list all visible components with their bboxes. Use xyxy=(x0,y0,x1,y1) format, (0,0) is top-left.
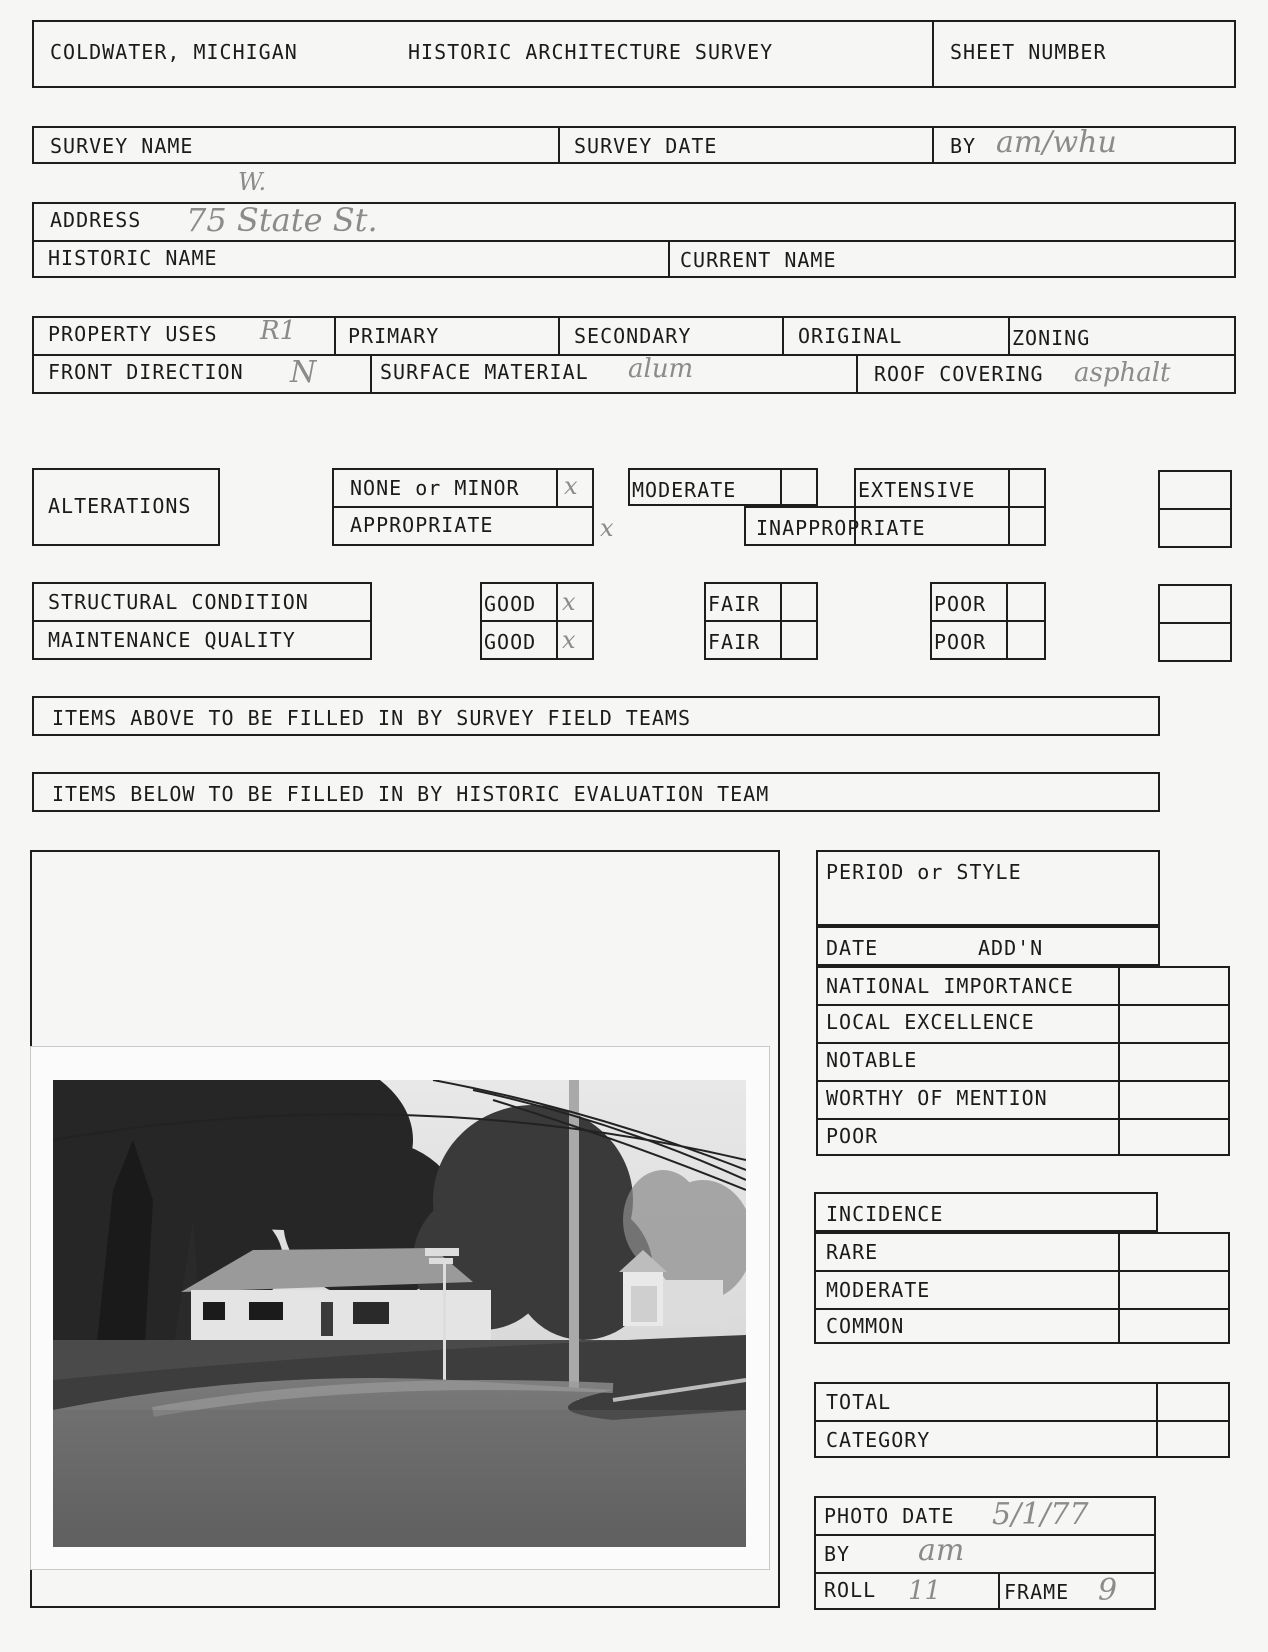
property-divider-1 xyxy=(334,316,336,354)
secondary-label: SECONDARY xyxy=(574,324,692,348)
fair-divider xyxy=(704,620,818,622)
condition-label-divider xyxy=(32,620,372,622)
property-divider-4 xyxy=(1008,316,1010,354)
none-minor-label: NONE or MINOR xyxy=(350,476,520,500)
address-value: 75 State St. xyxy=(186,201,378,239)
maintenance-good-mark: x xyxy=(562,626,576,654)
incidence-score-divider xyxy=(1118,1232,1120,1344)
moderate-alt-check-divider xyxy=(780,468,782,506)
inappropriate-bottom xyxy=(744,544,856,546)
front-direction-value: N xyxy=(290,355,317,390)
photo-card xyxy=(30,1046,770,1570)
property-uses-label: PROPERTY USES xyxy=(48,322,218,346)
header-city: COLDWATER, MICHIGAN xyxy=(50,40,298,64)
extensive-alt-divider xyxy=(744,506,1046,508)
good-label-maintenance: GOOD xyxy=(484,630,537,654)
property-divider-3 xyxy=(782,316,784,354)
good-label-structural: GOOD xyxy=(484,592,537,616)
importance-score-divider xyxy=(1118,966,1120,1156)
roof-covering-value: asphalt xyxy=(1074,358,1171,388)
moderate-alt-label: MODERATE xyxy=(632,478,737,502)
survey-divider-1 xyxy=(558,126,560,164)
survey-divider-2 xyxy=(932,126,934,164)
appropriate-label: APPROPRIATE xyxy=(350,513,494,537)
survey-by-label: BY xyxy=(950,134,977,158)
good-check-divider xyxy=(556,582,558,660)
alterations-score-divider xyxy=(1158,508,1232,510)
header-title: HISTORIC ARCHITECTURE SURVEY xyxy=(408,40,774,64)
incidence-row-2 xyxy=(814,1308,1230,1310)
fair-label-maintenance: FAIR xyxy=(708,630,761,654)
notable-label: NOTABLE xyxy=(826,1048,918,1072)
address-label: ADDRESS xyxy=(50,208,142,232)
structural-condition-label: STRUCTURAL CONDITION xyxy=(48,590,309,614)
condition-score-divider xyxy=(1158,622,1232,624)
none-minor-check-divider xyxy=(556,468,558,506)
address-divider-h xyxy=(32,240,1236,242)
alterations-label: ALTERATIONS xyxy=(48,494,192,518)
survey-name-label: SURVEY NAME xyxy=(50,134,194,158)
appropriate-mark: x xyxy=(600,514,614,542)
roll-label: ROLL xyxy=(824,1578,877,1602)
worthy-of-mention-label: WORTHY OF MENTION xyxy=(826,1086,1048,1110)
extensive-alt-label: EXTENSIVE xyxy=(858,478,976,502)
inappropriate-label: INAPPROPRIATE xyxy=(756,516,926,540)
sheet-number-label: SHEET NUMBER xyxy=(950,40,1107,64)
property-divider-5 xyxy=(370,354,372,394)
category-label: CATEGORY xyxy=(826,1428,931,1452)
total-label: TOTAL xyxy=(826,1390,892,1414)
none-minor-mark: x xyxy=(564,472,578,500)
date-label: DATE xyxy=(826,936,879,960)
photo-by-label: BY xyxy=(824,1542,851,1566)
poor-label-maintenance: POOR xyxy=(934,630,987,654)
zoning-label: ZONING xyxy=(1012,326,1091,350)
local-excellence-label: LOCAL EXCELLENCE xyxy=(826,1010,1035,1034)
survey-by-value: am/whu xyxy=(996,125,1117,160)
incidence-row-1 xyxy=(814,1270,1230,1272)
photo-by-value: am xyxy=(918,1533,965,1568)
fair-check-divider xyxy=(780,582,782,660)
photo-date-label: PHOTO DATE xyxy=(824,1504,955,1528)
moderate-incidence-label: MODERATE xyxy=(826,1278,931,1302)
photo-date-value: 5/1/77 xyxy=(992,1497,1089,1532)
poor-eval-label: POOR xyxy=(826,1124,879,1148)
national-importance-label: NATIONAL IMPORTANCE xyxy=(826,974,1074,998)
current-name-label: CURRENT NAME xyxy=(680,248,837,272)
header-divider xyxy=(932,20,934,88)
incidence-label: INCIDENCE xyxy=(826,1202,944,1226)
roof-covering-label: ROOF COVERING xyxy=(874,362,1044,386)
structural-good-mark: x xyxy=(562,588,576,616)
frame-label: FRAME xyxy=(1004,1580,1070,1604)
address-divider-v xyxy=(668,240,670,278)
maintenance-quality-label: MAINTENANCE QUALITY xyxy=(48,628,296,652)
surface-material-label: SURFACE MATERIAL xyxy=(380,360,589,384)
property-uses-value: R1 xyxy=(260,316,297,346)
address-annotation: W. xyxy=(238,168,267,196)
importance-row-4 xyxy=(816,1118,1230,1120)
property-divider-2 xyxy=(558,316,560,354)
extensive-check-divider xyxy=(1008,468,1010,546)
survey-date-label: SURVEY DATE xyxy=(574,134,718,158)
house-photo xyxy=(53,1080,746,1547)
poor-divider xyxy=(930,620,1046,622)
roll-frame-divider xyxy=(998,1572,1000,1610)
note-above: ITEMS ABOVE TO BE FILLED IN BY SURVEY FIELD TEAMS xyxy=(52,706,692,730)
front-direction-label: FRONT DIRECTION xyxy=(48,360,244,384)
original-label: ORIGINAL xyxy=(798,324,903,348)
property-divider-6 xyxy=(856,354,858,394)
photo-info-row-1 xyxy=(814,1534,1156,1536)
period-style-label: PERIOD or STYLE xyxy=(826,860,1022,884)
note-below: ITEMS BELOW TO BE FILLED IN BY HISTORIC EVALUATION TEAM xyxy=(52,782,770,806)
addn-label: ADD'N xyxy=(978,936,1044,960)
primary-label: PRIMARY xyxy=(348,324,440,348)
rare-label: RARE xyxy=(826,1240,879,1264)
importance-row-3 xyxy=(816,1080,1230,1082)
poor-label-structural: POOR xyxy=(934,592,987,616)
good-divider xyxy=(480,620,594,622)
surface-material-value: alum xyxy=(628,354,694,384)
common-label: COMMON xyxy=(826,1314,905,1338)
importance-row-1 xyxy=(816,1004,1230,1006)
alterations-box-1-divider xyxy=(332,506,594,508)
inappropriate-left-edge xyxy=(744,506,746,546)
importance-row-2 xyxy=(816,1042,1230,1044)
frame-value: 9 xyxy=(1098,1573,1118,1608)
historic-name-label: HISTORIC NAME xyxy=(48,246,218,270)
poor-check-divider xyxy=(1006,582,1008,660)
totals-row-divider xyxy=(814,1420,1230,1422)
fair-label-structural: FAIR xyxy=(708,592,761,616)
roll-value: 11 xyxy=(908,1576,942,1606)
